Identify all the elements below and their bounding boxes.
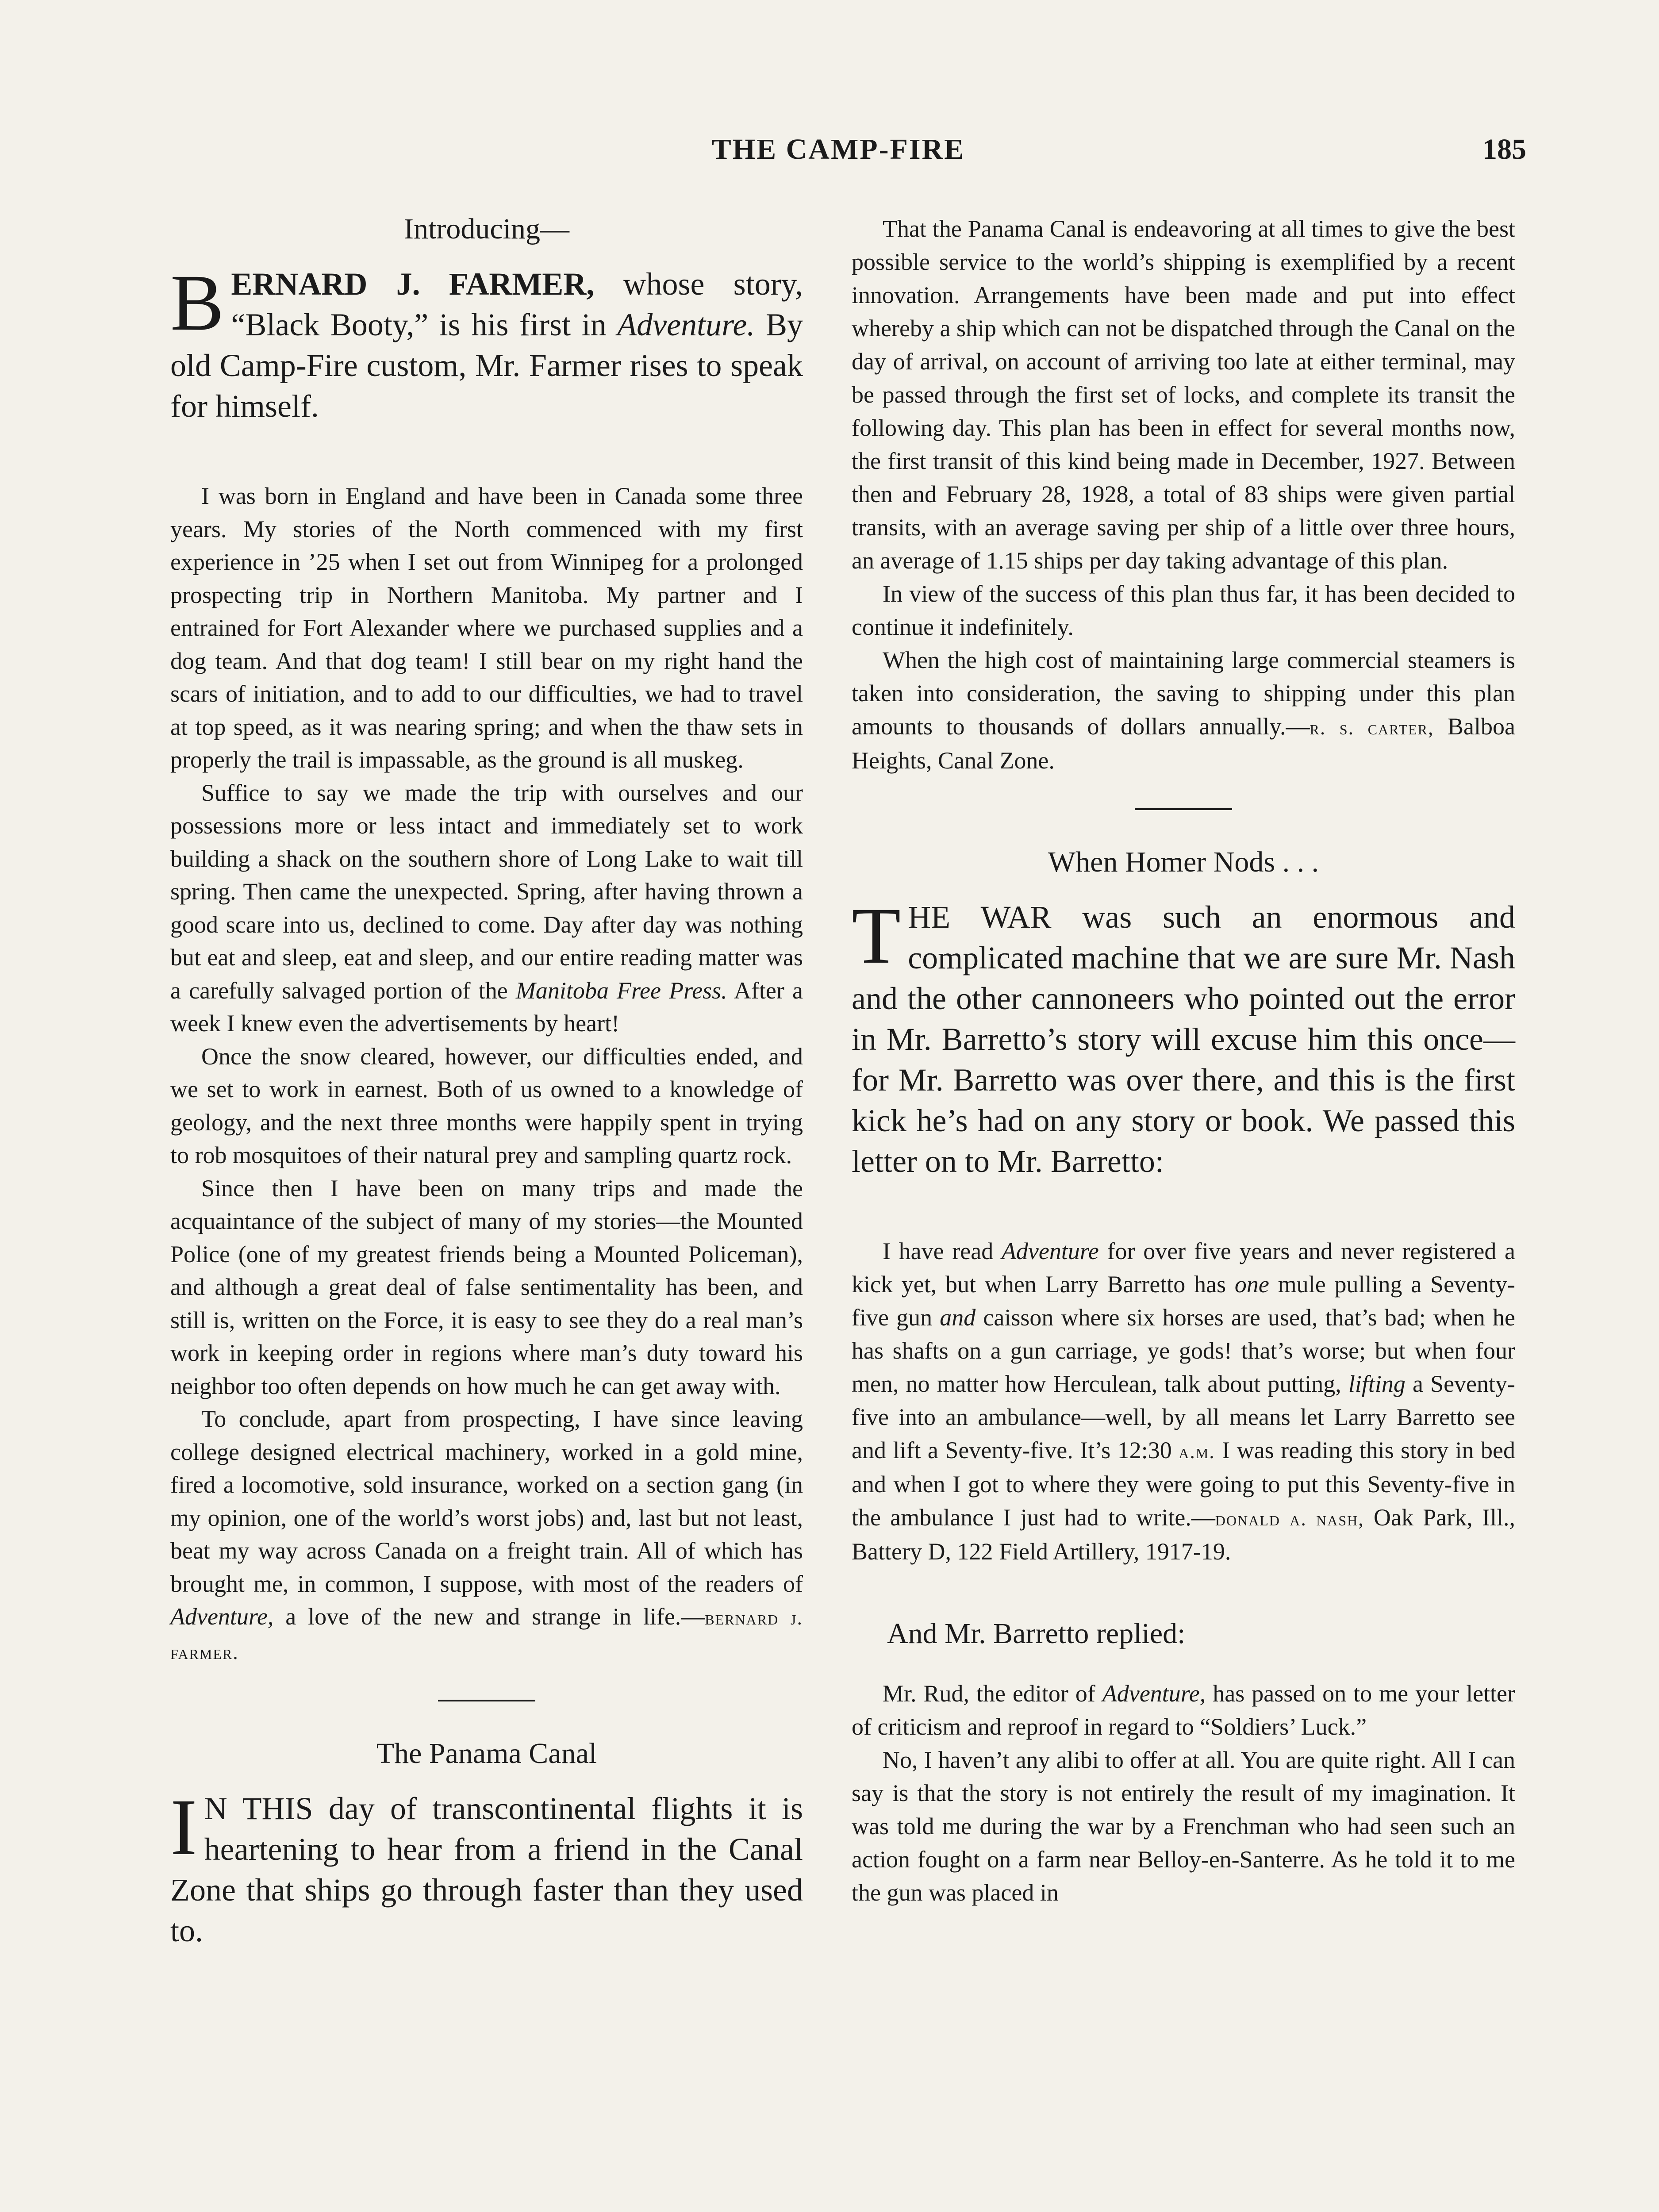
author-name: ERNARD J. FARMER,	[231, 266, 595, 302]
paragraph	[852, 1677, 1515, 1743]
intro-text: By old Camp-Fire custom, Mr. Farmer rises to speak for himself.	[170, 307, 803, 424]
magazine-name: Adventure,	[170, 1603, 274, 1630]
intro-paragraph-homer	[852, 891, 1515, 1182]
newspaper-name: Manitoba Free Press.	[515, 977, 727, 1004]
text: Oak Park, Ill., Battery D, 122 Field Artillery, 1917-19.	[852, 1504, 1516, 1565]
left-column	[170, 212, 803, 1951]
drop-cap: I	[170, 1783, 197, 1872]
signature: donald a. nash,	[1215, 1507, 1364, 1530]
text: When the high cost of maintaining large commercial steamers is taken into consideration, the saving to shipping under this plan amounts to thousands of dollars annually.—	[852, 647, 1515, 740]
section-title-homer: When Homer Nods . . .	[1048, 846, 1319, 878]
paragraph	[852, 644, 1515, 777]
text: To conclude, apart from prospecting, I have since leaving college designed electrical machinery, worked in a gold mine, fired a locomotive, sold insurance, worked on a section gang (in my opinion, one of the world’s worst jobs) and, last but not least, beat my way across Canada on a freight train. All of which has brought me, in common, I suppose, with most of the readers of	[170, 1406, 803, 1597]
text: Balboa Heights, Canal Zone.	[852, 713, 1515, 774]
emphasis: one	[1234, 1271, 1269, 1298]
magazine-name: Adventure,	[1102, 1680, 1206, 1707]
running-head	[150, 133, 1526, 177]
paragraph: In view of the success of this plan thus far, it has been decided to continue it indefinitely.	[852, 580, 1515, 640]
barretto-reply	[852, 1677, 1515, 1909]
emphasis: and	[940, 1304, 976, 1331]
paragraph: Once the snow cleared, however, our difficulties ended, and we set to work in earnest. Both of us owned to a knowledge of geology, and the next three months were happily spent in trying to rob mosquitoes of their natural prey and sampling quartz rock.	[170, 1043, 803, 1168]
text: After a week I knew even the advertisements by heart!	[170, 977, 803, 1037]
text: I was reading this story in bed and when I got to where they were going to put this Seventy-five in the ambulance I just had to write.—	[852, 1437, 1516, 1531]
emphasis: lifting	[1348, 1371, 1406, 1397]
paragraph: Since then I have been on many trips and made the acquaintance of the subject of many of my stories—the Mounted Police (one of my greatest friends being a Mounted Policeman), and although a great deal of false sentimentality has been, and still is, written on the Force, it is easy to see they do a real man’s work in keeping order in regions where man’s duty toward his neighbor too often depends on how much he can get away with.	[170, 1175, 803, 1399]
paragraph: That the Panama Canal is endeavoring at all times to give the best possible service to the world’s shipping is exemplified by a recent innovation. Arrangements have been made and put into effect whereby a ship which can not be dispatched through the Canal on the day of arrival, on account of arriving too late at either terminal, may be passed through the first set of locks, and complete its transit the following day. This plan has been in effect for several months now, the first transit of this kind being made in December, 1927. Between then and February 28, 1928, a total of 83 ships were given partial transits, with an average saving per ship of a little over three hours, an average of 1.15 ships per day taking advantage of this plan.	[852, 215, 1515, 574]
section-title-panama: The Panama Canal	[376, 1737, 597, 1770]
section-divider	[1135, 808, 1232, 810]
intro-paragraph-farmer	[170, 258, 803, 426]
section-title-introducing: Introducing—	[404, 213, 569, 245]
intro-text: whose story, “Black Booty,” is his first in	[231, 266, 803, 342]
page-number: 185	[1482, 133, 1526, 165]
text: caisson where six horses are used, that’s bad; when he has shafts on a gun carriage, ye gods! that’s worse; but when four men, no matter how Herculean, talk about putting,	[852, 1304, 1515, 1397]
text: a love of the new and strange in life.—	[273, 1603, 705, 1630]
magazine-name: Adventure.	[617, 307, 755, 342]
time-suffix: a.m.	[1179, 1440, 1215, 1463]
magazine-name: Adventure	[1001, 1238, 1099, 1264]
intro-text: HE WAR was such an enormous and complicated machine that we are sure Mr. Nash and the other cannoneers who pointed out the error in Mr. Barretto’s story will excuse him this once—for Mr. Barretto was over there, and this is the first kick he’s had on any story or book. We passed this letter on to Mr. Barretto:	[852, 899, 1515, 1179]
intro-text: N THIS day of transcontinental flights it is heartening to hear from a friend in the Canal Zone that ships go through faster than they used to.	[170, 1791, 803, 1948]
text: mule pulling a Seventy-five gun	[852, 1271, 1516, 1331]
nash-letter	[852, 1235, 1515, 1568]
signature: bernard j. farmer.	[170, 1606, 803, 1663]
running-title: THE CAMP-FIRE	[711, 133, 965, 165]
signature: r. s. carter,	[1310, 716, 1434, 739]
drop-cap: B	[170, 258, 224, 347]
text: Suffice to say we made the trip with ourselves and our possessions more or less intact and immediately set to work building a shack on the southern shore of Long Lake to wait till spring. Then came the unexpected. Spring, after having thrown a good scare into us, declined to come. Day after day was nothing but eat and sleep, eat and sleep, and our entire reading matter was a carefully salvaged portion of the	[170, 779, 803, 1004]
section-divider	[438, 1700, 535, 1701]
text: for over five years and never registered a kick yet, but when Larry Barretto has	[852, 1238, 1515, 1298]
paragraph	[170, 1402, 803, 1669]
right-column	[852, 212, 1515, 1909]
paragraph: I was born in England and have been in Canada some three years. My stories of the North commenced with my first experience in ’25 when I set out from Winnipeg for a prolonged prospecting trip in Northern Manitoba. My partner and I entrained for Fort Alexander where we purchased supplies and a dog team. And that dog team! I still bear on my right hand the scars of initiation, and to add to our difficulties, we had to travel at top speed, as it was nearing spring; and when the thaw sets in properly the trail is impassable, as the ground is all muskeg.	[170, 483, 803, 773]
intro-paragraph-panama	[170, 1783, 803, 1951]
text: has passed on to me your letter of criticism and reproof in regard to “Soldiers’ Luck.”	[852, 1680, 1515, 1740]
carter-letter	[852, 212, 1515, 777]
drop-cap: T	[852, 891, 901, 980]
paragraph	[852, 1235, 1515, 1568]
section-title-reply: And Mr. Barretto replied:	[887, 1617, 1186, 1650]
paragraph	[170, 776, 803, 1040]
farmer-letter	[170, 480, 803, 1669]
text: Mr. Rud, the editor of	[883, 1680, 1102, 1707]
paragraph: No, I haven’t any alibi to offer at all. You are quite right. All I can say is that the story is not entirely the result of my imagination. It was told me during the war by a Frenchman who had seen such an action fought on a farm near Belloy-en-Santerre. As he told it to me the gun was placed in	[852, 1747, 1515, 1906]
text: a Seventy-five into an ambulance—well, by all means let Larry Barretto see and lift a Seventy-five. It’s 12:30	[852, 1371, 1515, 1463]
text: I have read	[883, 1238, 1002, 1264]
